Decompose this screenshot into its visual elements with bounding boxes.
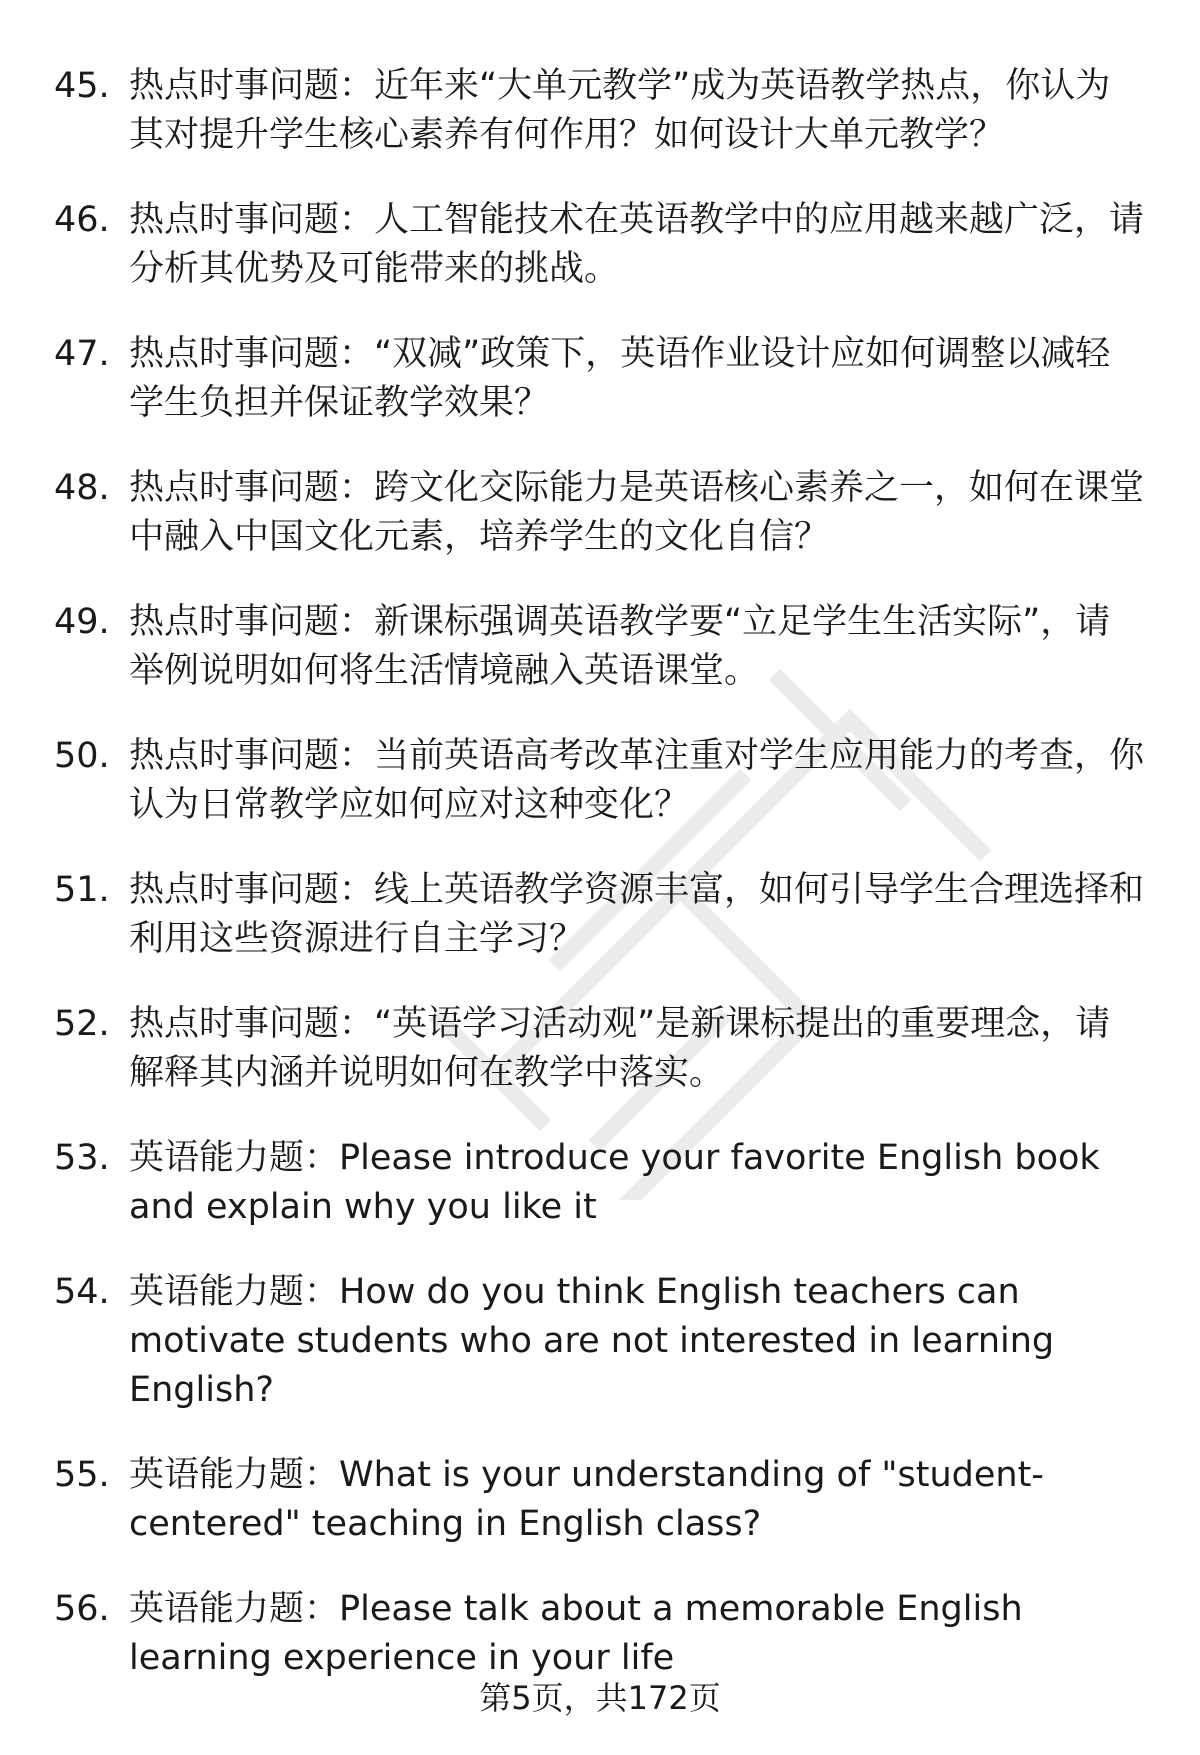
list-item: [54, 1451, 1144, 1549]
question-text: 热点时事问题：线上英语教学资源丰富，如何引导学生合理选择和利用这些资源进行自主学习？: [129, 870, 1145, 959]
question-number: 54.: [54, 1272, 110, 1312]
list-item: [54, 598, 1144, 696]
question-text: 热点时事问题：跨文化交际能力是英语核心素养之一，如何在课堂中融入中国文化元素，培养学生的文化自信？: [129, 468, 1145, 557]
question-text: 英语能力题：How do you think English teachers can motivate students who are not interested in learning English?: [129, 1272, 1055, 1410]
question-text: 英语能力题：Please talk about a memorable English learning experience in your life: [129, 1589, 1023, 1678]
question-number: 48.: [54, 468, 110, 508]
question-number: 45.: [54, 66, 110, 106]
list-item: [54, 464, 1144, 562]
list-item: [54, 866, 1144, 964]
list-item: [54, 1000, 1144, 1098]
question-number: 47.: [54, 334, 110, 374]
question-text: 热点时事问题：近年来“大单元教学”成为英语教学热点，你认为其对提升学生核心素养有何作用？如何设计大单元教学？: [129, 66, 1111, 155]
list-item: [54, 330, 1144, 428]
question-number: 56.: [54, 1589, 110, 1629]
list-item: [54, 732, 1144, 830]
list-item: [54, 1134, 1144, 1232]
question-list: [54, 62, 1144, 1719]
list-item: [54, 196, 1144, 294]
list-item: [54, 1268, 1144, 1415]
question-text: 热点时事问题：当前英语高考改革注重对学生应用能力的考查，你认为日常教学应如何应对这种变化？: [129, 736, 1145, 825]
question-text: 热点时事问题：人工智能技术在英语教学中的应用越来越广泛，请分析其优势及可能带来的挑战。: [129, 200, 1145, 289]
page-footer: 第5页，共172页: [479, 1679, 721, 1717]
question-number: 50.: [54, 736, 110, 776]
question-text: 热点时事问题：新课标强调英语教学要“立足学生生活实际”，请举例说明如何将生活情境融入英语课堂。: [129, 602, 1111, 691]
question-number: 49.: [54, 602, 110, 642]
list-item: [54, 62, 1144, 160]
question-number: 52.: [54, 1004, 110, 1044]
question-text: 热点时事问题：“英语学习活动观”是新课标提出的重要理念，请解释其内涵并说明如何在教学中落实。: [129, 1004, 1111, 1093]
question-text: 英语能力题：What is your understanding of "student-centered" teaching in English class?: [129, 1455, 1044, 1544]
question-text: 英语能力题：Please introduce your favorite English book and explain why you like it: [129, 1138, 1100, 1227]
question-number: 53.: [54, 1138, 110, 1178]
question-number: 46.: [54, 200, 110, 240]
list-item: [54, 1585, 1144, 1683]
question-number: 51.: [54, 870, 110, 910]
question-text: 热点时事问题：“双减”政策下，英语作业设计应如何调整以减轻学生负担并保证教学效果？: [129, 334, 1111, 423]
question-number: 55.: [54, 1455, 110, 1495]
